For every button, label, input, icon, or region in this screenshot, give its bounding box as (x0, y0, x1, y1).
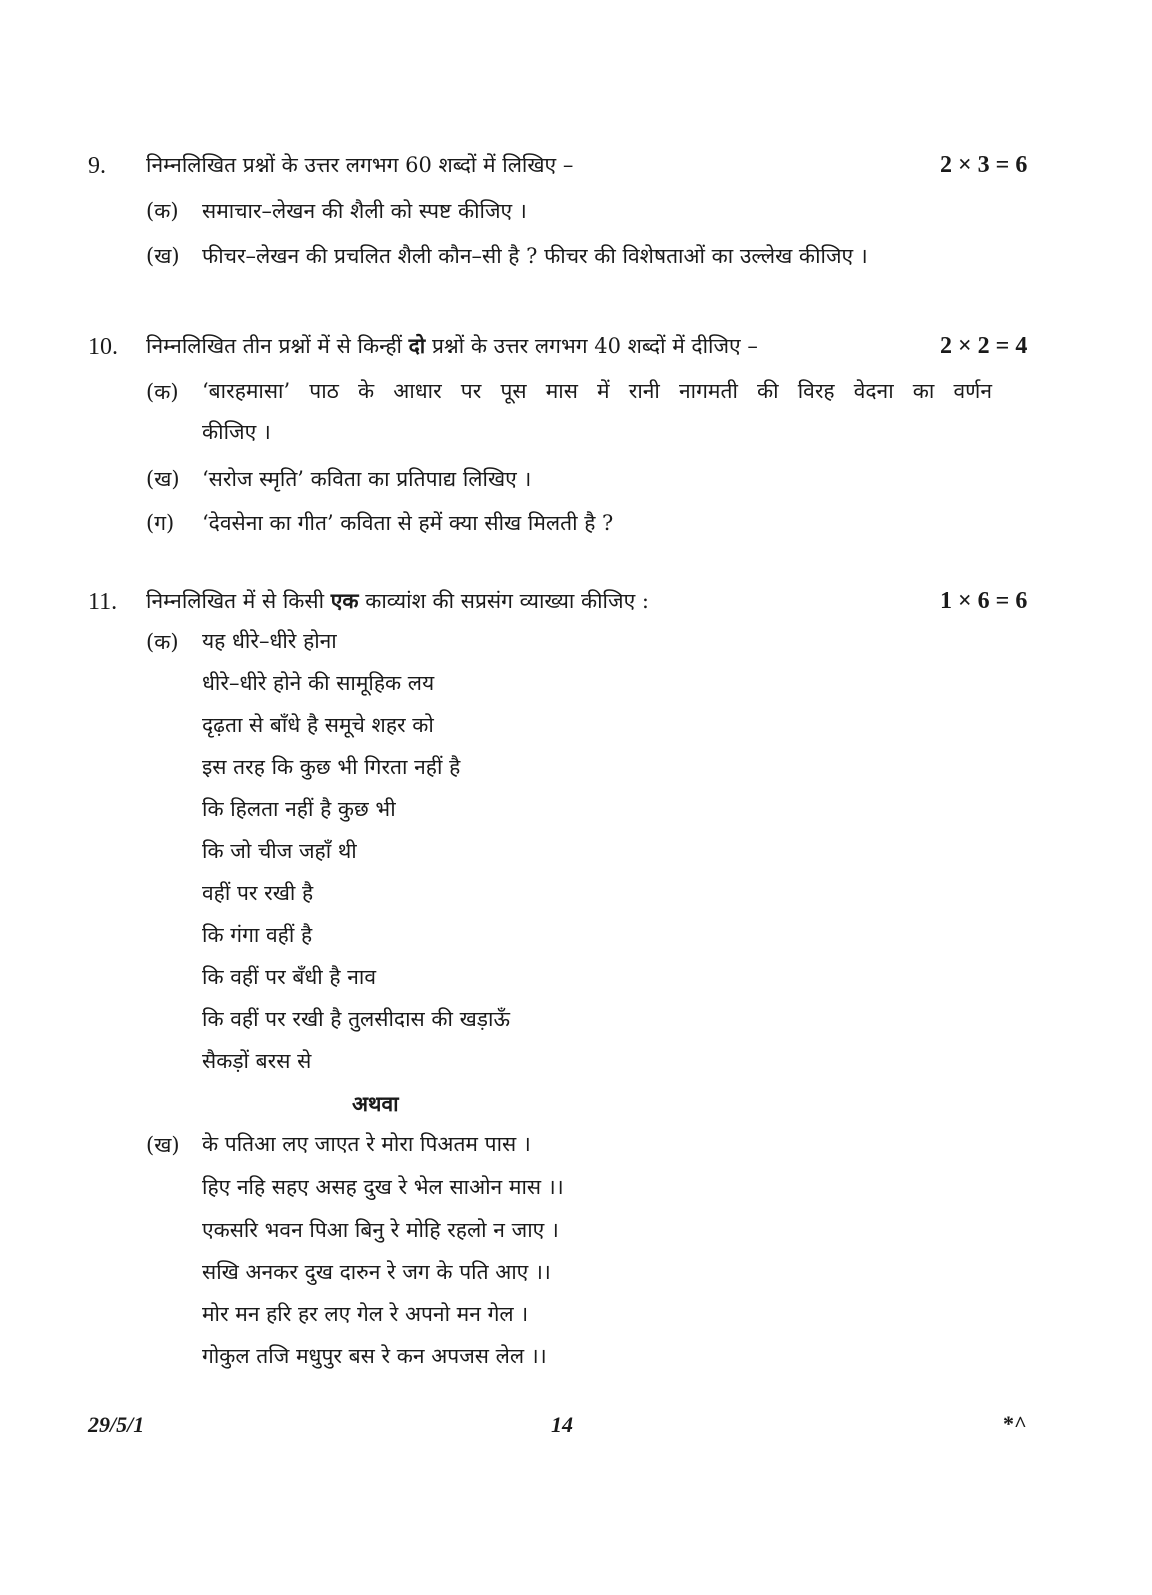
page-number: 14 (551, 1412, 573, 1437)
question-number: 9. (88, 153, 106, 179)
sub-label: (क) (146, 380, 179, 404)
question-prompt: निम्नलिखित प्रश्नों के उत्तर लगभग 60 शब्दों में लिखिए – (146, 153, 574, 177)
question-marks: 2 × 3 = 6 (940, 152, 1028, 178)
poem-line: मोर मन हरि हर लए गेल रे अपनो मन गेल । (202, 1302, 529, 1326)
option-label: (ख) (146, 1133, 180, 1157)
poem-line: सैकड़ों बरस से (202, 1049, 312, 1073)
question-prompt: निम्नलिखित तीन प्रश्नों में से किन्हीं दो प्रश्नों के उत्तर लगभग 40 शब्दों में दीजिए – (146, 333, 758, 358)
sub-label: (ख) (146, 244, 180, 268)
sub-question: ‘देवसेना का गीत’ कविता से हमें क्या सीख मिलती है ? (202, 511, 614, 535)
poem-line: के पतिआ लए जाएत रे मोरा पिअतम पास । (202, 1132, 531, 1156)
poem-line: कि जो चीज जहाँ थी (202, 839, 357, 863)
poem-line: इस तरह कि कुछ भी गिरता नहीं है (202, 755, 461, 779)
poem-line: सखि अनकर दुख दारुन रे जग के पति आए ।। (202, 1260, 551, 1284)
sub-question: ‘सरोज स्मृति’ कविता का प्रतिपाद्य लिखिए । (202, 467, 532, 491)
question-prompt: निम्नलिखित में से किसी एक काव्यांश की सप्रसंग व्याख्या कीजिए : (146, 588, 649, 613)
question-marks: 2 × 2 = 4 (940, 333, 1028, 359)
poem-line: हिए नहि सहए असह दुख रे भेल साओन मास ।। (202, 1175, 564, 1199)
sub-label: (ख) (146, 467, 180, 491)
poem-line: कि गंगा वहीं है (202, 923, 313, 947)
footer-mark: *^ (1003, 1411, 1027, 1436)
poem-line: कि हिलता नहीं है कुछ भी (202, 797, 396, 821)
sub-label: (ग) (146, 511, 175, 535)
poem-line: दृढ़ता से बाँधे है समूचे शहर को (202, 713, 434, 737)
poem-line: वहीं पर रखी है (202, 881, 314, 905)
option-label: (क) (146, 630, 179, 654)
poem-line: एकसरि भवन पिआ बिनु रे मोहि रहलो न जाए । (202, 1218, 559, 1242)
sub-question: फीचर–लेखन की प्रचलित शैली कौन–सी है ? फीचर की विशेषताओं का उल्लेख कीजिए । (202, 244, 868, 268)
question-number: 10. (88, 334, 118, 360)
sub-question-continued: कीजिए । (202, 420, 271, 444)
sub-label: (क) (146, 199, 179, 223)
sub-question: समाचार–लेखन की शैली को स्पष्ट कीजिए । (202, 199, 527, 223)
question-marks: 1 × 6 = 6 (940, 588, 1028, 614)
or-separator: अथवा (352, 1091, 399, 1116)
paper-code: 29/5/1 (88, 1412, 145, 1437)
poem-line: कि वहीं पर रखी है तुलसीदास की खड़ाऊँ (202, 1007, 510, 1031)
sub-question: ‘बारहमासा’ पाठ के आधार पर पूस मास में रानी नागमती की विरह वेदना का वर्णन (202, 379, 992, 403)
poem-line: यह धीरे–धीरे होना (202, 629, 337, 653)
poem-line: धीरे–धीरे होने की सामूहिक लय (202, 671, 435, 695)
question-number: 11. (88, 589, 118, 615)
poem-line: कि वहीं पर बँधी है नाव (202, 965, 376, 989)
poem-line: गोकुल तजि मधुपुर बस रे कन अपजस लेल ।। (202, 1344, 547, 1368)
